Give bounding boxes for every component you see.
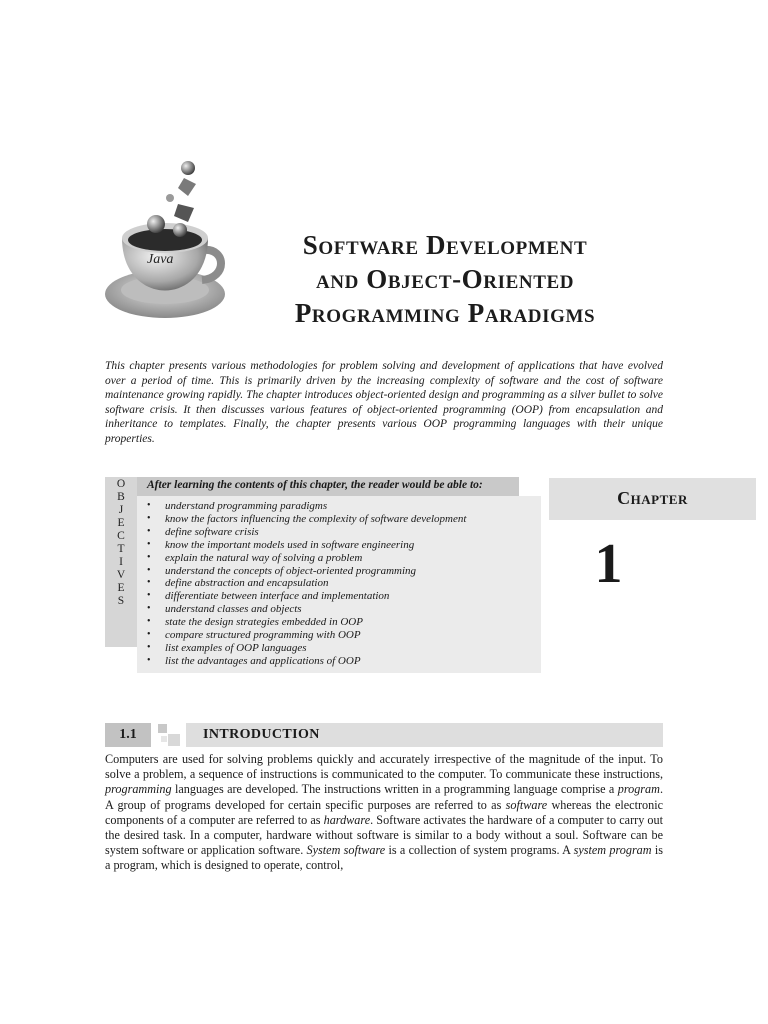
objectives-letter: O [116, 478, 126, 490]
objective-text: know the important models used in software engineering [165, 538, 415, 551]
body-text: Computers are used for solving problems quickly and accurately irrespective of the magnitude of the input. To solve a problem, a sequence of instructions is communicated to the computer. To communicate these instructions, [105, 752, 663, 782]
objective-text: know the factors influencing the complexity of software development [165, 512, 467, 525]
objectives-letter: T [117, 543, 125, 555]
objective-item [145, 565, 541, 578]
body-term: system program [573, 843, 652, 858]
chapter-number: 1 [594, 533, 623, 595]
body-term: programming [105, 782, 172, 797]
objectives-box [137, 496, 541, 673]
objective-text: explain the natural way of solving a problem [165, 551, 363, 564]
body-text: is a collection of system programs. A [385, 843, 574, 858]
logo-label: Java [147, 252, 174, 267]
bullet-icon: • [147, 538, 151, 550]
objectives-letter: J [118, 504, 124, 516]
body-text: whereas the electronic components of a computer are referred to as [105, 797, 664, 827]
objective-item [145, 526, 541, 539]
bullet-icon: • [147, 525, 151, 537]
objectives-letter: E [117, 517, 125, 529]
body-term: hardware [323, 812, 371, 827]
objectives-letter: V [116, 569, 126, 581]
body-text: . A group of programs developed for certain specific purposes are referred to as [105, 782, 663, 812]
body-term: program [617, 782, 660, 797]
body-text: is a program, which is designed to operate, control, [105, 843, 663, 873]
objective-item [145, 603, 541, 616]
body-term: System software [306, 843, 386, 858]
bullet-icon: • [147, 512, 151, 524]
section-squares-icon [158, 724, 182, 746]
objective-text: list examples of OOP languages [165, 641, 307, 654]
objective-item [145, 616, 541, 629]
objective-text: define abstraction and encapsulation [165, 577, 329, 590]
introduction-paragraph [105, 752, 663, 874]
section-number: 1.1 [105, 723, 151, 747]
objectives-letter: S [117, 595, 125, 607]
objective-item [145, 590, 541, 603]
objective-text: differentiate between interface and implementation [165, 590, 390, 603]
objective-text: understand classes and objects [165, 603, 302, 616]
objective-item [145, 539, 541, 552]
objectives-letter: C [117, 530, 125, 542]
bullet-icon: • [147, 603, 151, 615]
objective-text: understand the concepts of object-oriented programming [165, 564, 417, 577]
objectives-list [137, 496, 541, 668]
objective-item [145, 513, 541, 526]
bullet-icon: • [147, 590, 151, 602]
bullet-icon: • [147, 577, 151, 589]
objective-item [145, 655, 541, 668]
chapter-title-line-2: and Object-Oriented [315, 264, 575, 294]
objectives-vertical-label [105, 477, 137, 647]
bullet-icon: • [147, 500, 151, 511]
bullet-icon: • [147, 641, 151, 653]
body-term: software [505, 797, 548, 812]
objectives-letter: B [117, 491, 125, 503]
objectives-letter: E [117, 582, 125, 594]
chapter-title-line-3: Programming Paradigms [294, 298, 596, 328]
body-text: languages are developed. The instructions written in a programming language comprise a [171, 782, 618, 797]
bullet-icon: • [147, 629, 151, 641]
objective-text: list the advantages and applications of OOP [165, 654, 361, 667]
chapter-title [222, 228, 668, 330]
objective-item [145, 577, 541, 590]
chapter-label: Chapter [549, 478, 756, 520]
objective-text: understand programming paradigms [165, 500, 328, 512]
bullet-icon: • [147, 654, 151, 666]
bullet-icon: • [147, 564, 151, 576]
java-coffee-cup-icon [100, 158, 230, 328]
objective-text: compare structured programming with OOP [165, 629, 361, 642]
chapter-title-line-1: Software Development [302, 230, 588, 260]
objective-item [145, 500, 541, 513]
body-text: . Software activates the hardware of a computer to carry out the desired task. In a computer, hardware without software is similar to a body without a soul. Software can be system software or application software. [105, 812, 663, 858]
objective-item [145, 552, 541, 565]
objective-item [145, 629, 541, 642]
objective-item [145, 642, 541, 655]
objectives-letter: I [119, 556, 123, 568]
objective-text: define software crisis [165, 525, 259, 538]
section-title: INTRODUCTION [203, 727, 320, 742]
bullet-icon: • [147, 616, 151, 628]
objectives-header: After learning the contents of this chapter, the reader would be able to: [137, 477, 519, 496]
objective-text: state the design strategies embedded in OOP [165, 616, 363, 629]
bullet-icon: • [147, 551, 151, 563]
chapter-summary: This chapter presents various methodologies for problem solving and development of applications that have evolved over a period of time. This is primarily driven by the increasing complexity of software and the cost of software maintenance growing rapidly. The chapter introduces object-oriented design and programming as a silver bullet to solve software crisis. It then discusses various features of object-oriented programming (OOP) from encapsulation and inheritance to templates. Finally, the chapter presents various OOP programming languages with their unique properties. [105, 360, 663, 445]
